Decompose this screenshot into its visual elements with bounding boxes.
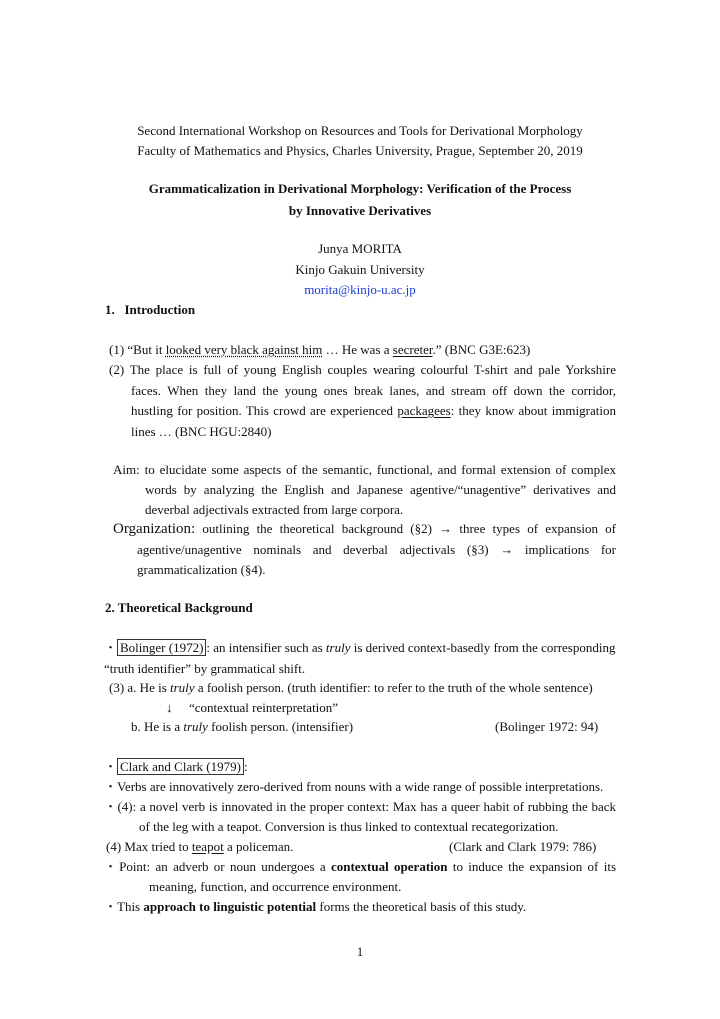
bolinger-point [104, 640, 615, 656]
example-3a-emphasis: truly [170, 680, 195, 695]
paper-title-line-1: Grammaticalization in Derivational Morphology: Verification of the Process [148, 181, 572, 196]
example-3b-pre: b. He is a [131, 719, 184, 734]
point-line-1 [104, 859, 616, 875]
approach-point [104, 899, 526, 915]
aim-line-2: words by analyzing the English and Japanese agentive/“unagentive” derivatives and [145, 482, 616, 497]
example-4 [106, 839, 293, 855]
author-email-row [0, 282, 720, 298]
page-number: 1 [356, 944, 364, 959]
example-1-dotted-phrase: looked very black against him [165, 342, 323, 357]
organization-line-2: agentive/unagentive nominals and deverbal adjectivals (§3) → implications for [137, 542, 616, 557]
paper-title-line-2: by Innovative Derivatives [288, 203, 432, 218]
approach-post: forms the theoretical basis of this study. [316, 899, 527, 914]
example-3b-source: (Bolinger 1972: 94) [495, 719, 599, 734]
clark-colon: : [243, 759, 248, 774]
example-2-line-1: (2) The place is full of young English couples wearing colourful T-shirt and pale Yorkshire [109, 362, 616, 377]
example-2-line-2: faces. When they land the young ones break lanes, and stream off down the corridor, [131, 383, 616, 398]
example-4-post: a policeman. [223, 839, 294, 854]
clark-point-2-line-1: ・(4): a novel verb is innovated in the proper context: Max has a queer habit of rubbing the back [104, 799, 616, 814]
venue-line: Faculty of Mathematics and Physics, Charles University, Prague, September 20, 2019 [137, 143, 583, 158]
reinterpretation-label: “contextual reinterpretation” [189, 700, 339, 715]
point-pre: ・Point: an adverb or noun undergoes a [104, 859, 331, 874]
example-2-text-a: hustling for position. This crowd are experienced [131, 403, 398, 418]
aim-line-1: Aim: to elucidate some aspects of the semantic, functional, and formal extension of complex [113, 462, 616, 477]
example-3a [109, 680, 593, 696]
bolinger-text-b: is derived context-basedly from the corresponding [350, 640, 616, 655]
point-bold: contextual operation [330, 859, 448, 874]
example-1-text-c: … He was a [322, 342, 393, 357]
example-3a-post: a foolish person. (truth identifier: to refer to the truth of the whole sentence) [194, 680, 593, 695]
example-3a-pre: (3) a. He is [109, 680, 171, 695]
example-2-underlined-word: packagees [397, 403, 451, 418]
clark-point-1: ・Verbs are innovatively zero-derived from nouns with a wide range of possible interpretations. [104, 779, 604, 794]
approach-bold: approach to linguistic potential [143, 899, 317, 914]
bolinger-line-2: “truth identifier” by grammatical shift. [104, 661, 306, 676]
workshop-line: Second International Workshop on Resources and Tools for Derivational Morphology [137, 123, 583, 138]
example-1-source: .” (BNC G3E:623) [432, 342, 531, 357]
aim-line-3: deverbal adjectivals extracted from large corpora. [145, 502, 404, 517]
example-3b-post: foolish person. (intensifier) [207, 719, 354, 734]
approach-pre: ・This [104, 899, 144, 914]
example-4-source: (Clark and Clark 1979: 786) [449, 839, 597, 854]
clark-citation: Clark and Clark (1979) [117, 758, 244, 775]
bolinger-emphasis: truly [325, 640, 351, 655]
clark-heading [104, 759, 248, 775]
organization-line-1 [113, 521, 616, 537]
bullet: ・ [104, 640, 118, 655]
example-2-line-3 [131, 403, 616, 419]
example-1 [109, 342, 530, 358]
example-2-text-c: : they know about immigration [450, 403, 616, 418]
clark-point-2-line-2: of the leg with a teapot. Conversion is thus linked to contextual recategorization. [139, 819, 559, 834]
section-1-heading: 1. Introduction [105, 302, 196, 317]
example-1-text-a: (1) “But it [109, 342, 166, 357]
bolinger-text-a: : an intensifier such as [206, 640, 326, 655]
point-line-2: meaning, function, and occurrence environment. [149, 879, 402, 894]
organization-line-3: grammaticalization (§4). [137, 562, 266, 577]
example-1-underlined-word: secreter [392, 342, 433, 357]
author-affiliation: Kinjo Gakuin University [295, 262, 425, 277]
example-3b-emphasis: truly [183, 719, 208, 734]
author-email-link[interactable]: morita@kinjo-u.ac.jp [304, 282, 416, 297]
reinterpretation-arrow: ↓ [166, 700, 173, 715]
bullet: ・ [104, 759, 118, 774]
bolinger-citation: Bolinger (1972) [117, 639, 206, 656]
example-2-line-4: lines … (BNC HGU:2840) [131, 424, 272, 439]
point-post: to induce the expansion of its [447, 859, 617, 874]
organization-text-1: outlining the theoretical background (§2) → three types of expansion of [195, 521, 616, 536]
example-3b [131, 719, 353, 735]
example-4-pre: (4) Max tried to [106, 839, 192, 854]
example-4-underlined-word: teapot [191, 839, 224, 854]
organization-label: Organization: [113, 521, 196, 537]
section-2-heading: 2. Theoretical Background [105, 600, 253, 615]
author-name: Junya MORITA [318, 241, 402, 256]
